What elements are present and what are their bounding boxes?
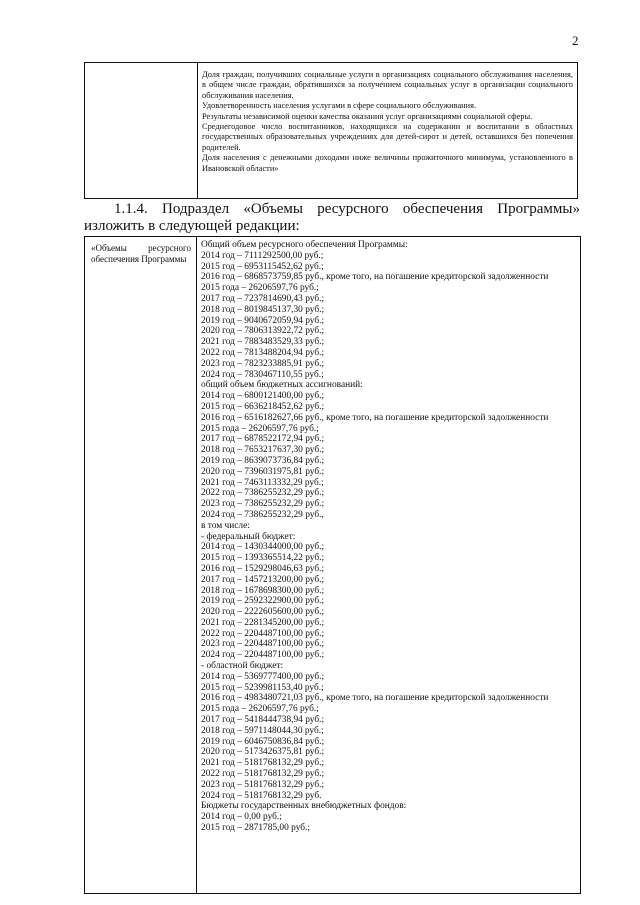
resource-line: 2017 год – 5418444738,94 руб.; bbox=[201, 715, 325, 726]
resource-line: 2020 год – 5173426375,81 руб.; bbox=[201, 747, 325, 758]
resource-line: 2023 год – 7823233885,91 руб.; bbox=[201, 358, 325, 369]
resource-line: 2024 год – 2204487100,00 руб.; bbox=[201, 650, 325, 661]
resource-line: 2015 год – 6636218452,62 руб.; bbox=[201, 401, 325, 412]
resource-line: 2022 год – 7386255232,29 руб.; bbox=[201, 488, 325, 499]
resource-line: 2016 год – 1529298046,63 руб.; bbox=[201, 563, 325, 574]
resource-line: 2022 год – 2204487100,00 руб.; bbox=[201, 628, 325, 639]
resource-line: 2018 год – 7653217637,30 руб.; bbox=[201, 445, 325, 456]
resource-line: 2014 год – 0,00 руб.; bbox=[201, 812, 282, 823]
resource-line: 2018 год – 5971148044,30 руб.; bbox=[201, 725, 324, 736]
resource-line: 2019 год – 6046750836,84 руб.; bbox=[201, 736, 325, 747]
resource-line: 2023 год – 5181768132,29 руб.; bbox=[201, 779, 325, 790]
resource-line: 2018 год – 1678698300,00 руб.; bbox=[201, 585, 325, 596]
resource-line: - областной бюджет: bbox=[201, 661, 284, 672]
resource-line: 2021 год – 2281345200,00 руб.; bbox=[201, 617, 325, 628]
resource-line: 2022 год – 5181768132,29 руб.; bbox=[201, 769, 325, 780]
resource-line: 2019 год – 8639073736,84 руб.; bbox=[201, 455, 325, 466]
resource-line: 2021 год – 7463113332,29 руб.; bbox=[201, 477, 324, 488]
resource-line: 2024 год – 7830467110,55 руб.; bbox=[201, 369, 324, 380]
resource-line: 2020 год – 7396031975,81 руб.; bbox=[201, 466, 325, 477]
indicator-paragraph: Среднегодовое число воспитанников, находящихся на содержании и воспитании в областных государственных образовательных учреждениях для детей-сирот и детей, оставшихся без попечения родителей. bbox=[202, 122, 573, 152]
resource-line: 2024 год – 7386255232,29 руб., bbox=[201, 509, 324, 520]
resource-line: 2023 год – 7386255232,29 руб.; bbox=[201, 499, 325, 510]
indicators-table bbox=[84, 62, 578, 199]
resource-line: 2017 год – 6878522172,94 руб.; bbox=[201, 434, 325, 445]
indicator-paragraph: Удовлетворенность населения услугами в сфере социального обслуживания. bbox=[202, 101, 477, 111]
resource-line: 2015 год – 5239981153,40 руб.; bbox=[201, 682, 324, 693]
resource-line: 2017 год – 7237814690,43 руб.; bbox=[201, 293, 325, 304]
resource-line: в том числе: bbox=[201, 520, 250, 531]
resources-label-cell: «Объемы ресурсного обеспечения Программы bbox=[85, 237, 197, 893]
resource-line: 2024 год – 5181768132,29 руб. bbox=[201, 790, 322, 801]
resources-table bbox=[84, 236, 581, 894]
heading-line-2: изложить в следующей редакции: bbox=[84, 218, 300, 234]
page-number: 2 bbox=[572, 33, 579, 48]
resource-line: 2015 год – 1393365514,22 руб.; bbox=[201, 553, 325, 564]
resource-line: 2014 год – 5369777400,00 руб.; bbox=[201, 671, 325, 682]
resource-line: 2016 год – 4983480721,03 руб., кроме того, на погашение кредиторской задолженности bbox=[201, 693, 549, 704]
resource-line: 2014 год – 7111292500,00 руб.; bbox=[201, 250, 324, 261]
heading-line-1: 1.1.4. Подраздел «Объемы ресурсного обеспечения Программы» bbox=[114, 201, 580, 217]
resource-line: 2015 год – 2871785,00 руб.; bbox=[201, 823, 310, 834]
indicators-label-cell bbox=[85, 63, 198, 198]
resource-line: 2018 год – 8019845137,30 руб.; bbox=[201, 304, 325, 315]
resource-line: Общий объем ресурсного обеспечения Программы: bbox=[201, 240, 408, 250]
resource-line: Бюджеты государственных внебюджетных фондов: bbox=[201, 801, 407, 812]
indicators-text-cell bbox=[198, 63, 577, 198]
resource-line: 2019 год – 9040672059,94 руб.; bbox=[201, 315, 325, 326]
resource-line: 2016 год – 6516182627,66 руб., кроме того, на погашение кредиторской задолженности bbox=[201, 412, 549, 423]
resource-line: общий объем бюджетных ассигнований: bbox=[201, 380, 363, 391]
resource-line: 2017 год – 1457213200,00 руб.; bbox=[201, 574, 325, 585]
resources-values-cell bbox=[197, 237, 580, 893]
indicator-paragraph: Результаты независимой оценки качества оказания услуг организациями социальной сферы. bbox=[202, 111, 533, 121]
resource-line: 2015 год – 6953115452,62 руб.; bbox=[201, 261, 324, 272]
indicator-paragraph: Доля населения с денежными доходами ниже величины прожиточного минимума, установленного в Ивановской области» bbox=[202, 153, 573, 173]
resource-line: 2015 года – 26206597,76 руб.; bbox=[201, 283, 319, 294]
resource-line: 2019 год – 2592322900,00 руб.; bbox=[201, 596, 325, 607]
section-heading bbox=[84, 201, 580, 235]
resource-line: 2020 год – 7806313922,72 руб.; bbox=[201, 326, 325, 337]
indicator-paragraph: Доля граждан, получивших социальные услуги в организациях социального обслуживания населения, в общем числе граждан, обратившихся за получением социальных услуг в организации социального обслуживания населения. bbox=[202, 70, 573, 100]
resource-line: 2014 год – 6800121400,00 руб.; bbox=[201, 391, 325, 402]
resource-line: 2022 год – 7813488204,94 руб.; bbox=[201, 347, 325, 358]
resource-line: 2015 года – 26206597,76 руб.; bbox=[201, 423, 319, 434]
resource-line: 2015 года – 26206597,76 руб.; bbox=[201, 704, 319, 715]
resource-line: 2016 год – 6868573759,85 руб., кроме того, на погашение кредиторской задолженности bbox=[201, 272, 549, 283]
resource-line: 2014 год – 1430344000,00 руб.; bbox=[201, 542, 325, 553]
resource-line: 2023 год – 2204487100,00 руб.; bbox=[201, 639, 325, 650]
resource-line: 2020 год – 2222605600,00 руб.; bbox=[201, 607, 325, 618]
resource-line: 2021 год – 7883483529,33 руб.; bbox=[201, 337, 325, 348]
resource-line: - федеральный бюджет: bbox=[201, 531, 296, 542]
resource-line: 2021 год – 5181768132,29 руб.; bbox=[201, 758, 325, 769]
